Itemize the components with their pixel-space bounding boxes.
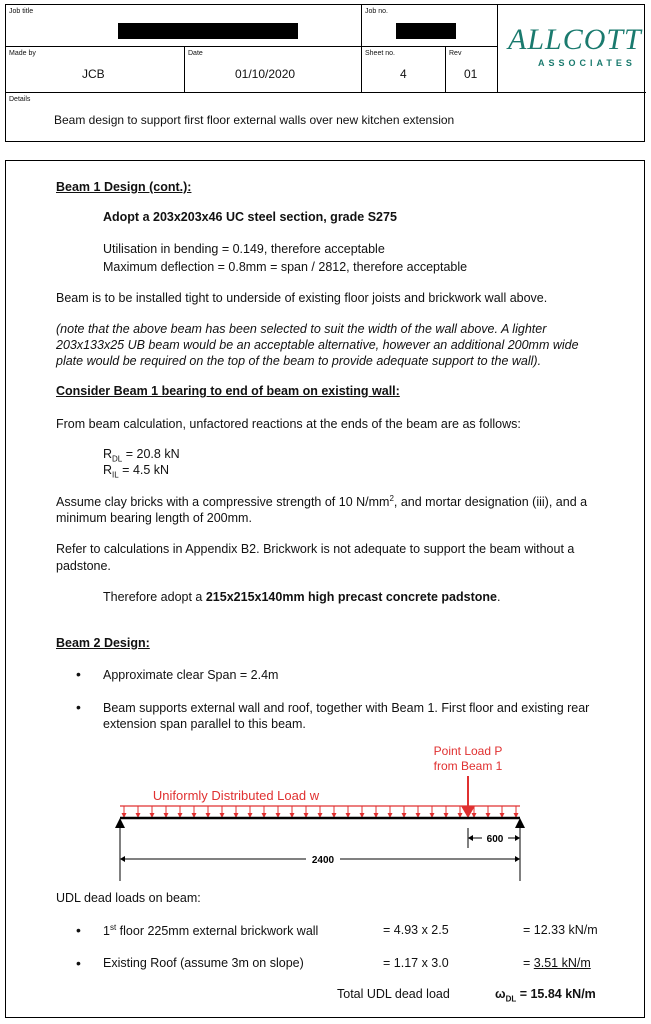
- load1-description: 1st floor 225mm external brickwork wall: [103, 923, 319, 939]
- total-dim-arrow-right: [515, 856, 520, 862]
- total-dim-text: 2400: [311, 855, 335, 866]
- job-title-cell: [6, 5, 362, 47]
- reactions-intro: From beam calculation, unfactored reactions at the ends of the beam are as follows:: [56, 417, 521, 431]
- load1-result: = 12.33 kN/m: [523, 923, 598, 937]
- reaction-dead-load: $R_{DL} = 20.8$ kN: [103, 447, 180, 464]
- beam-load-diagram: [6, 736, 646, 886]
- calculation-sheet: [5, 160, 645, 1018]
- partial-dim-text: 600: [486, 834, 504, 845]
- made-by-value: JCB: [82, 67, 105, 81]
- rev-value: 01: [464, 67, 478, 81]
- note-line-2: 203x133x25 UB beam would be an acceptable alternative, however an additional 200mm wide: [56, 338, 579, 352]
- deflection-text: Maximum deflection = 0.8mm = span / 2812, therefore acceptable: [103, 260, 468, 274]
- refer-line-2: padstone.: [56, 559, 111, 573]
- udl-heading: UDL dead loads on beam:: [56, 891, 201, 905]
- made-by-cell: [6, 47, 185, 93]
- bullet: •: [76, 666, 81, 682]
- bullet: •: [76, 699, 81, 715]
- job-no-cell: [362, 5, 498, 47]
- load1-calc: = 4.93 x 2.5: [383, 923, 449, 937]
- install-note: Beam is to be installed tight to underside of existing floor joists and brickwork wall above.: [56, 291, 548, 305]
- supports-line-1: Beam supports external wall and roof, together with Beam 1. First floor and existing rear: [103, 701, 590, 715]
- point-load-label-1: Point Load P: [433, 744, 503, 758]
- details-label: Details: [9, 96, 31, 103]
- total-udl-value: $\omega_{DL} = 15.84$ kN/m: [495, 987, 596, 1004]
- point-load-arrowhead: [461, 806, 475, 818]
- bullet: •: [76, 955, 81, 971]
- details-cell: [6, 93, 646, 141]
- left-support: [115, 818, 125, 828]
- bullet: •: [76, 922, 81, 938]
- sheet-cell: [362, 47, 446, 93]
- assume-line-2: minimum bearing length of 200mm.: [56, 511, 252, 525]
- beam1-heading: Beam 1 Design (cont.):: [56, 180, 192, 194]
- note-line-3: plate would be required on the top of the beam to provide adequate support to the wall).: [56, 354, 542, 368]
- assume-line-1: Assume clay bricks with a compressive strength of 10 $N/mm^2$, and mortar designation (iii), and a: [56, 494, 588, 510]
- udl-label: Uniformly Distributed Load w: [152, 788, 320, 803]
- refer-line-1: Refer to calculations in Appendix B2. Brickwork is not adequate to support the beam without a: [56, 542, 575, 556]
- point-load-label-2: from Beam 1: [433, 759, 503, 773]
- date-value: 01/10/2020: [235, 67, 296, 81]
- company-logo: [498, 5, 646, 93]
- partial-dim-arrow-left: [468, 835, 473, 841]
- made-by-label: Made by: [9, 50, 36, 57]
- load2-description: Existing Roof (assume 3m on slope): [103, 956, 304, 970]
- rev-label: Rev: [449, 50, 462, 57]
- utilisation-text: Utilisation in bending = 0.149, therefore acceptable: [103, 242, 385, 256]
- redacted-job-no: [396, 23, 456, 39]
- right-support: [515, 818, 525, 828]
- job-title-label: Job title: [9, 8, 34, 15]
- total-dim-arrow-left: [120, 856, 125, 862]
- bearing-heading: Consider Beam 1 bearing to end of beam on existing wall:: [56, 384, 400, 398]
- load2-calc: = 1.17 x 3.0: [383, 956, 449, 970]
- total-udl-label: Total UDL dead load: [337, 987, 450, 1001]
- load2-result: = 3.51 kN/m: [523, 956, 591, 970]
- job-no-label: Job no.: [365, 8, 388, 15]
- span-text: Approximate clear Span = 2.4m: [103, 668, 279, 682]
- date-cell: [185, 47, 362, 93]
- beam2-heading: Beam 2 Design:: [56, 636, 150, 650]
- adopt-section: Adopt a 203x203x46 UC steel section, grade S275: [103, 210, 397, 224]
- logo-subtitle: ASSOCIATES: [538, 58, 636, 68]
- title-block: [5, 4, 645, 142]
- sheet-value: 4: [400, 67, 407, 81]
- partial-dim-arrow-right: [515, 835, 520, 841]
- note-line-1: (note that the above beam has been selected to suit the width of the wall above. A lighter: [56, 322, 547, 336]
- reaction-imposed-load: $R_{IL} = 4.5$ kN: [103, 463, 170, 480]
- supports-line-2: extension span parallel to this beam.: [103, 717, 306, 731]
- logo-wordmark: ALLCOTT: [508, 23, 642, 56]
- sheet-label: Sheet no.: [365, 50, 395, 57]
- details-value: Beam design to support first floor external walls over new kitchen extension: [54, 113, 455, 127]
- rev-cell: [446, 47, 498, 93]
- redacted-job-title: [118, 23, 298, 39]
- udl-arrows: [122, 806, 519, 818]
- date-label: Date: [188, 50, 203, 57]
- padstone-text: Therefore adopt a 215x215x140mm high precast concrete padstone.: [103, 590, 501, 604]
